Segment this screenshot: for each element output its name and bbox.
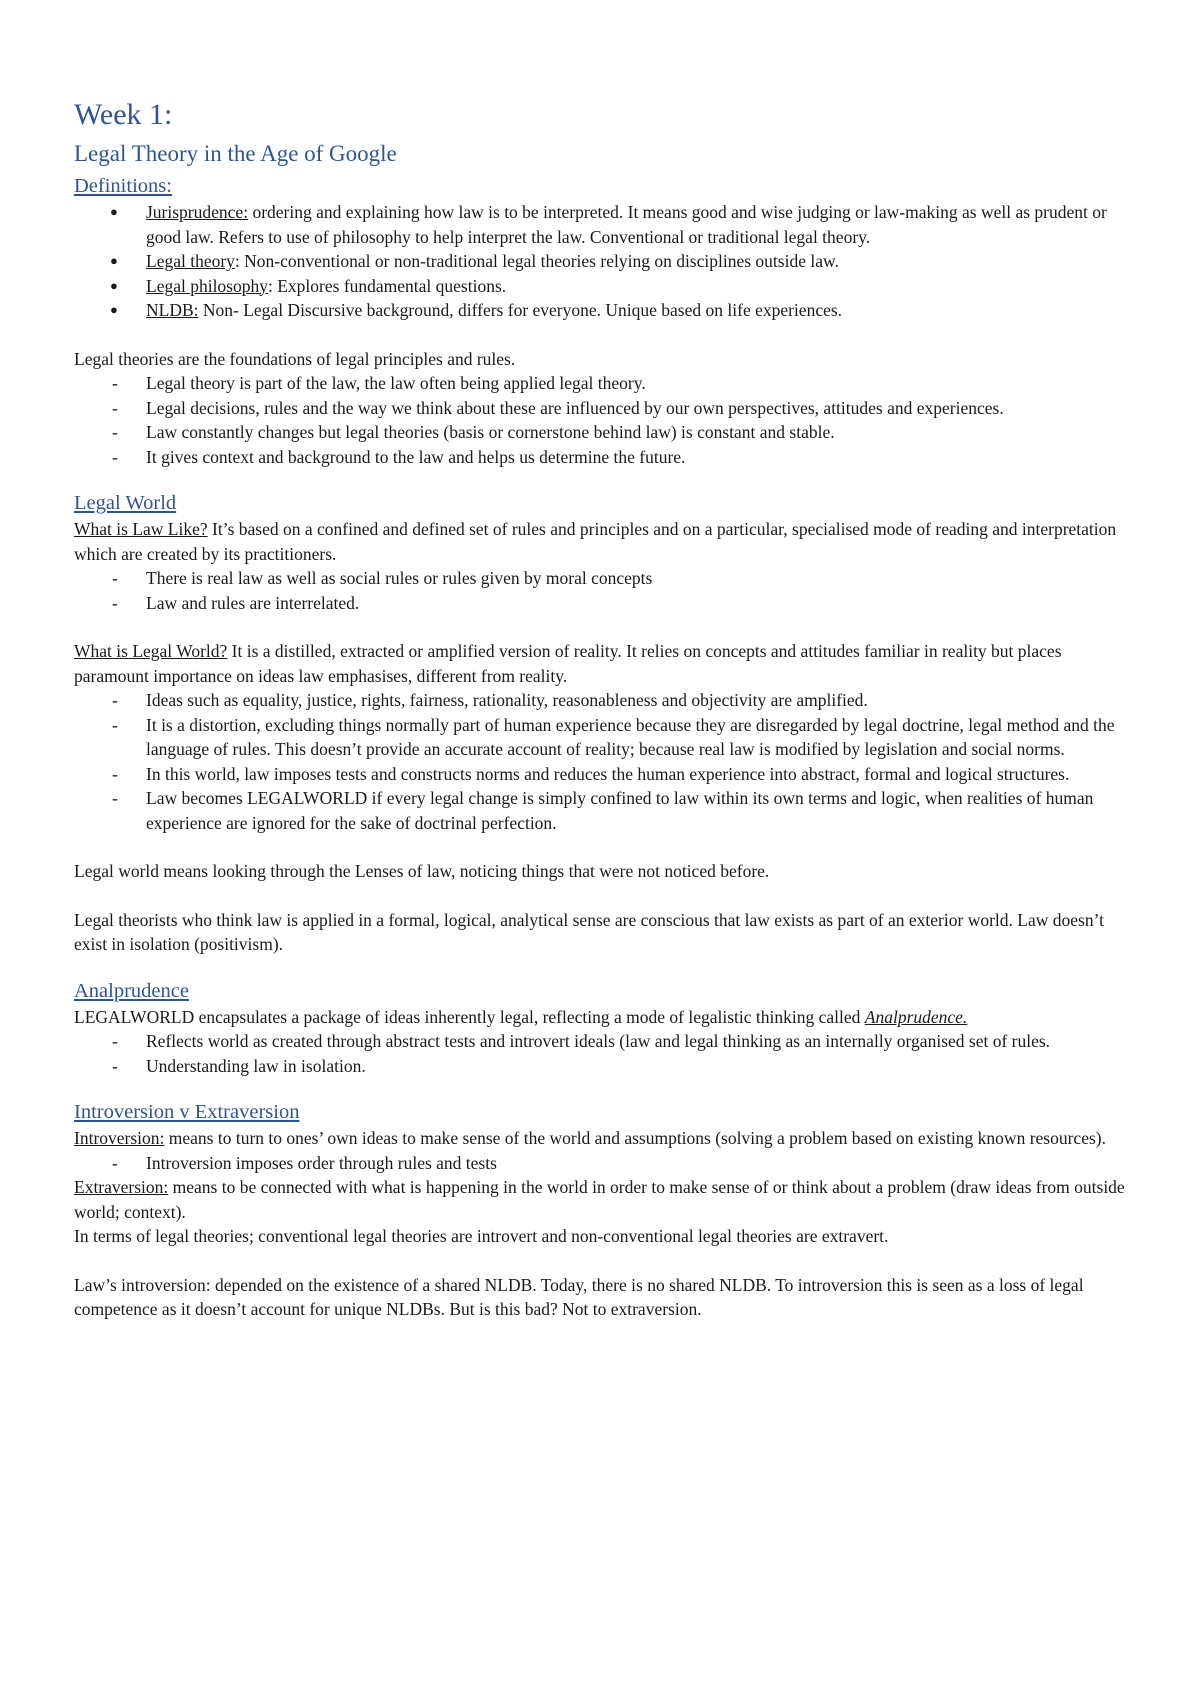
legal-world-paragraph [74, 639, 1140, 688]
list-item: - Legal theory is part of the law, the law often being applied legal theory. [74, 371, 1140, 396]
foundations-intro: Legal theories are the foundations of legal principles and rules. [74, 348, 516, 369]
lenses-paragraph: Legal world means looking through the Lenses of law, noticing things that were not noticed before. [74, 861, 770, 881]
definition-item [74, 298, 1140, 323]
list-item: - Legal decisions, rules and the way we think about these are influenced by our own perspectives, attitudes and experiences. [74, 396, 1140, 421]
law-like-text: It’s based on a confined and defined set of rules and principles and on a particular, specialised mode of reading and interpretation which are created by its practitioners. [74, 519, 1117, 564]
definitions-list [74, 200, 1140, 323]
legal-world-list [74, 688, 1140, 835]
list-item: - It gives context and background to the law and helps us determine the future. [74, 445, 1140, 470]
list-item: - Understanding law in isolation. [74, 1054, 1140, 1079]
laws-introversion-paragraph: Law’s introversion: depended on the existence of a shared NLDB. Today, there is no shared NLDB. To introversion this is seen as a loss of legal competence as it doesn’t account for unique NLDBs. But is this bad? Not to extraversion. [74, 1274, 1084, 1319]
analprudence-list [74, 1029, 1140, 1078]
extraversion-text: means to be connected with what is happening in the world in order to make sense of or think about a problem (draw ideas from outside world; context). [74, 1177, 1125, 1222]
introversion-label: Introversion: [74, 1128, 165, 1148]
list-item: - Reflects world as created through abstract tests and introvert ideals (law and legal thinking as an internally organised set of rules. [74, 1029, 1140, 1054]
definition-text: Non- Legal Discursive background, differs for everyone. Unique based on life experiences. [198, 300, 843, 320]
foundations-list [74, 371, 1140, 469]
list-item: - Ideas such as equality, justice, rights, fairness, rationality, reasonableness and objectivity are amplified. [74, 688, 1140, 713]
definition-text: : Non-conventional or non-traditional legal theories relying on disciplines outside law. [234, 251, 839, 271]
definition-text: : Explores fundamental questions. [268, 275, 507, 296]
definition-item [74, 249, 1140, 274]
list-item: - Law and rules are interrelated. [74, 591, 1140, 616]
extraversion-label: Extraversion: [74, 1177, 169, 1197]
introversion-paragraph [74, 1126, 1140, 1151]
list-item: - It is a distortion, excluding things normally part of human experience because they are disregarded by legal doctrine, legal method and the language of rules. This doesn’t provide an accurate account of reality; because real law is modified by legislation and social norms. [74, 713, 1140, 762]
definition-term: NLDB: [146, 300, 199, 320]
introversion-list [74, 1151, 1140, 1176]
analprudence-paragraph [74, 1005, 1140, 1030]
week-title: Week 1: [74, 98, 173, 131]
introversion-text: means to turn to ones’ own ideas to make sense of the world and assumptions (solving a problem based on existing known resources). [164, 1128, 1106, 1148]
definition-term: Legal theory [146, 251, 235, 271]
law-like-list [74, 566, 1140, 615]
analprudence-term: Analprudence. [864, 1006, 968, 1027]
list-item: - Introversion imposes order through rules and tests [74, 1151, 1140, 1176]
analprudence-heading: Analprudence [74, 979, 189, 1002]
terms-paragraph: In terms of legal theories; conventional legal theories are introvert and non-conventional legal theories are extravert. [74, 1226, 889, 1246]
law-like-paragraph [74, 517, 1140, 566]
definition-text: ordering and explaining how law is to be interpreted. It means good and wise judging or law-making as well as prudent or good law. Refers to use of philosophy to help interpret the law. Conventional or traditional legal theory. [146, 202, 1107, 247]
theorists-paragraph: Legal theorists who think law is applied in a formal, logical, analytical sense are conscious that law exists as part of an exterior world. Law doesn’t exist in isolation (positivism). [74, 909, 1104, 954]
list-item: - Law constantly changes but legal theories (basis or cornerstone behind law) is constant and stable. [74, 420, 1140, 445]
extraversion-paragraph [74, 1175, 1140, 1224]
section-title: Legal Theory in the Age of Google [74, 141, 397, 166]
legal-world-label: What is Legal World? [74, 641, 228, 661]
definition-term: Jurisprudence: [146, 202, 249, 222]
analprudence-intro: LEGALWORLD encapsulates a package of ideas inherently legal, reflecting a mode of legalistic thinking called [74, 1006, 865, 1027]
introversion-heading: Introversion v Extraversion [74, 1101, 300, 1123]
list-item: - Law becomes LEGALWORLD if every legal change is simply confined to law within its own terms and logic, when realities of human experience are ignored for the sake of doctrinal perfection. [74, 786, 1140, 835]
list-item: - There is real law as well as social rules or rules given by moral concepts [74, 566, 1140, 591]
list-item: - In this world, law imposes tests and constructs norms and reduces the human experience into abstract, formal and logical structures. [74, 762, 1140, 787]
law-like-label: What is Law Like? [74, 519, 208, 539]
legal-world-heading: Legal World [74, 492, 177, 514]
definition-term: Legal philosophy [146, 275, 268, 296]
definition-item [74, 274, 1140, 299]
definition-item [74, 200, 1140, 249]
definitions-heading: Definitions: [74, 175, 172, 197]
legal-world-text: It is a distilled, extracted or amplified version of reality. It relies on concepts and attitudes familiar in reality but places paramount importance on ideas law emphasises, different from reality. [74, 641, 1062, 686]
